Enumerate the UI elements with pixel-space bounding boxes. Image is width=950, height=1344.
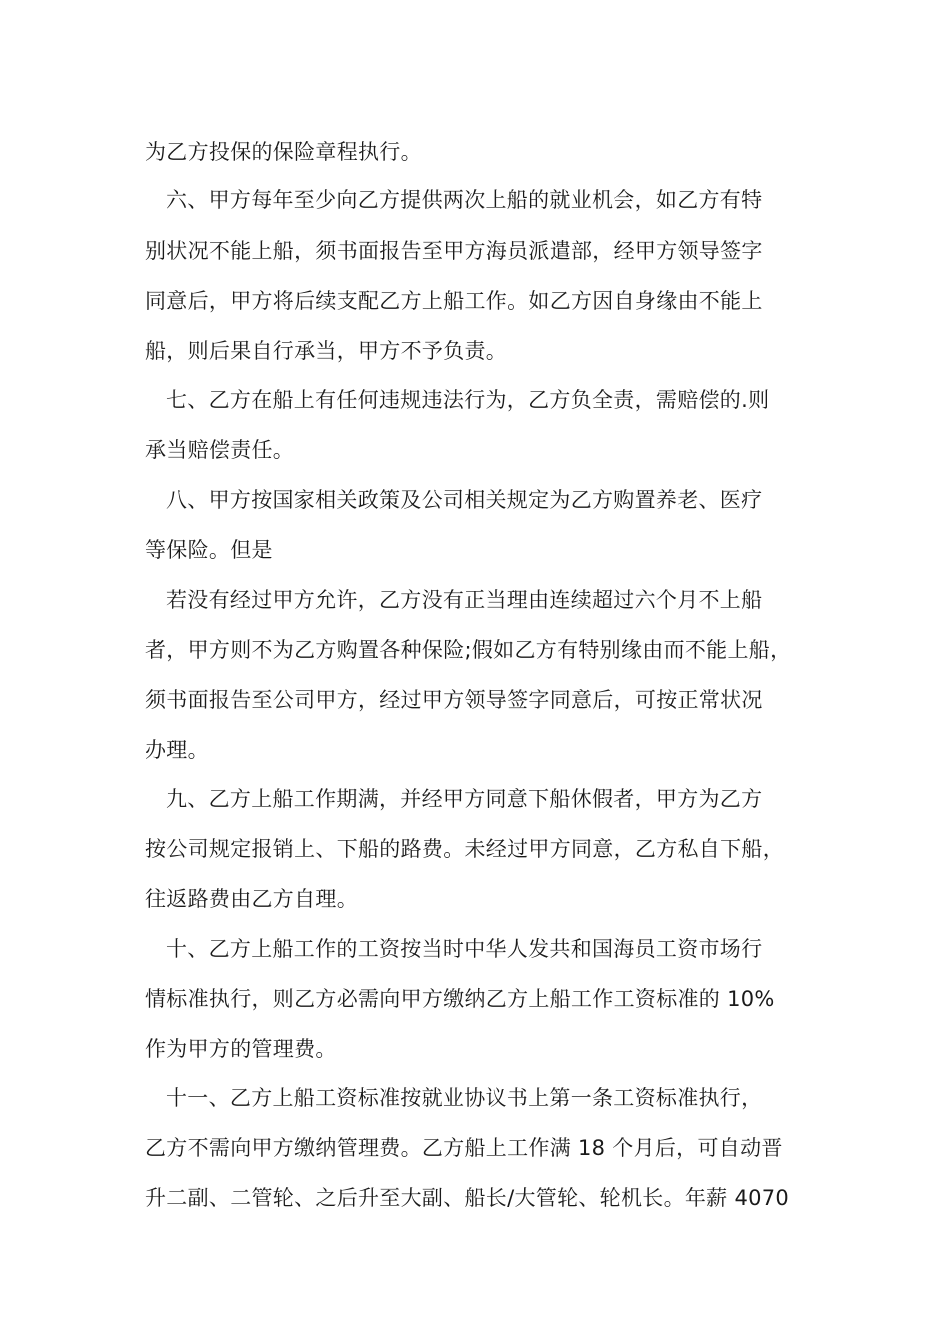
text-line: 七、乙方在船上有任何违规违法行为，乙方负全责，需赔偿的.则 — [166, 388, 770, 412]
text-line: 别状况不能上船，须书面报告至甲方海员派遣部，经甲方领导签字 — [145, 239, 763, 263]
text-line: 情标准执行，则乙方必需向甲方缴纳乙方上船工作工资标准的 10% — [145, 987, 775, 1011]
text-line: 六、甲方每年至少向乙方提供两次上船的就业机会，如乙方有特 — [166, 188, 763, 212]
text-line: 为乙方投保的保险章程执行。 — [145, 140, 422, 164]
text-line: 八、甲方按国家相关政策及公司相关规定为乙方购置养老、医疗 — [166, 488, 763, 512]
text-line: 同意后，甲方将后续支配乙方上船工作。如乙方因自身缘由不能上 — [145, 289, 763, 313]
text-line: 等保险。但是 — [145, 538, 273, 562]
text-line: 九、乙方上船工作期满，并经甲方同意下船休假者，甲方为乙方 — [166, 787, 763, 811]
text-line: 办理。 — [145, 738, 209, 762]
text-line: 按公司规定报销上、下船的路费。未经过甲方同意，乙方私自下船， — [145, 837, 784, 861]
text-line: 承当赔偿责任。 — [145, 438, 295, 462]
text-line: 者，甲方则不为乙方购置各种保险;假如乙方有特别缘由而不能上船， — [145, 638, 792, 662]
text-line: 乙方不需向甲方缴纳管理费。乙方船上工作满 18 个月后，可自动晋 — [145, 1136, 783, 1160]
text-line: 十一、乙方上船工资标准按就业协议书上第一条工资标准执行， — [166, 1086, 763, 1110]
text-line: 须书面报告至公司甲方，经过甲方领导签字同意后，可按正常状况 — [145, 688, 763, 712]
text-line: 升二副、二管轮、之后升至大副、船长/大管轮、轮机长。年薪 4070 — [145, 1186, 790, 1210]
text-line: 船，则后果自行承当，甲方不予负责。 — [145, 339, 508, 363]
text-line: 作为甲方的管理费。 — [145, 1037, 337, 1061]
text-line: 若没有经过甲方允许，乙方没有正当理由连续超过六个月不上船 — [166, 588, 763, 612]
text-line: 往返路费由乙方自理。 — [145, 887, 358, 911]
text-line: 十、乙方上船工作的工资按当时中华人发共和国海员工资市场行 — [166, 937, 763, 961]
